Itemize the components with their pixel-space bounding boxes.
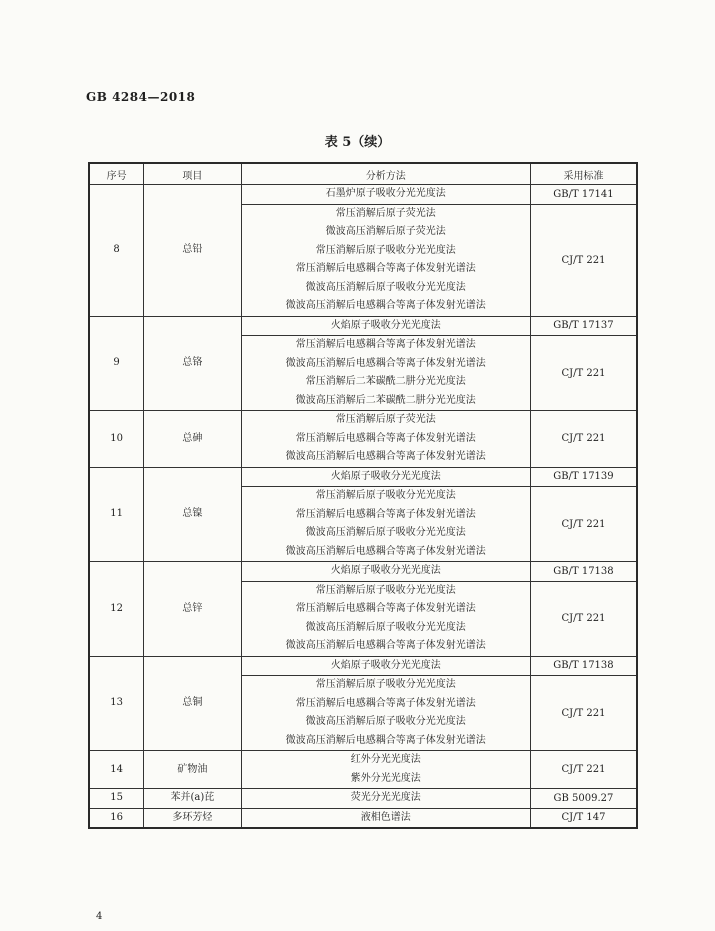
standard-cell: CJ/T 147 [530, 808, 637, 828]
method-text: 微波高压消解后原子吸收分光光度法 [305, 281, 466, 293]
row-number: 12 [89, 562, 144, 657]
method-cell [241, 204, 530, 316]
method-text: 微波高压消解后电感耦合等离子体发射光谱法 [285, 640, 486, 651]
method-text: 微波高压消解后原子吸收分光光度法 [305, 716, 466, 727]
method-cell [241, 411, 530, 468]
method-text: 荧光分光光度法 [350, 792, 421, 803]
standard-code: GB 4284—2018 [86, 90, 196, 104]
method-text: 石墨炉原子吸收分光光度法 [325, 188, 446, 199]
column-header-item: 项目 [144, 163, 241, 185]
method-cell [241, 336, 530, 411]
method-cell [241, 676, 530, 751]
method-cell [241, 808, 530, 828]
standard-cell: GB/T 17139 [530, 467, 637, 487]
method-text: 微波高压消解后电感耦合等离子体发射光谱法 [285, 734, 486, 746]
row-item: 多环芳烃 [144, 808, 241, 828]
method-text: 微波高压消解后原子吸收分光光度法 [305, 621, 466, 633]
table-row [89, 467, 637, 487]
column-header-method: 分析方法 [241, 163, 530, 185]
column-header-standard: 采用标准 [530, 163, 637, 185]
method-text: 常压消解后原子荧光法 [335, 207, 436, 219]
method-text: 常压消解后电感耦合等离子体发射光谱法 [295, 697, 476, 709]
method-text: 常压消解后电感耦合等离子体发射光谱法 [295, 603, 476, 614]
row-item: 总铅 [144, 185, 241, 317]
standard-cell: CJ/T 221 [530, 487, 637, 562]
row-item: 总砷 [144, 411, 241, 468]
row-item: 苯并(a)芘 [144, 789, 241, 809]
standard-cell: CJ/T 221 [530, 581, 637, 656]
table-row [89, 316, 637, 336]
method-text: 微波高压消解后原子荧光法 [325, 226, 446, 237]
table-title: 表 5（续） [324, 135, 391, 150]
standard-cell: GB 5009.27 [530, 789, 637, 809]
row-number: 13 [89, 656, 144, 751]
row-item: 总铜 [144, 656, 241, 751]
method-cell [241, 789, 530, 809]
method-text: 常压消解后电感耦合等离子体发射光谱法 [295, 339, 476, 350]
table-row [89, 789, 637, 809]
method-text: 微波高压消解后二苯碳酰二肼分光光度法 [295, 394, 476, 406]
method-text: 火焰原子吸收分光光度法 [330, 659, 441, 671]
standard-cell: GB/T 17138 [530, 656, 637, 676]
method-text: 液相色谱法 [360, 811, 411, 823]
standard-cell: CJ/T 221 [530, 676, 637, 751]
row-number: 8 [89, 185, 144, 317]
page-number: 4 [96, 911, 103, 922]
table-row [89, 751, 637, 789]
row-item: 总铬 [144, 316, 241, 411]
method-text: 常压消解后二苯碳酰二肼分光光度法 [305, 376, 466, 387]
method-text: 常压消解后原子吸收分光光度法 [315, 584, 456, 596]
method-text: 微波高压消解后电感耦合等离子体发射光谱法 [285, 300, 486, 311]
method-cell [241, 656, 530, 676]
standard-cell: GB/T 17137 [530, 316, 637, 336]
table-row [89, 808, 637, 828]
method-text: 常压消解后原子吸收分光光度法 [315, 244, 456, 256]
column-header-no: 序号 [89, 163, 144, 185]
method-cell [241, 185, 530, 205]
method-text: 紫外分光光度法 [350, 772, 421, 784]
standard-cell: CJ/T 221 [530, 751, 637, 789]
standard-cell: CJ/T 221 [530, 204, 637, 316]
method-text: 微波高压消解后电感耦合等离子体发射光谱法 [285, 357, 486, 369]
table-row [89, 656, 637, 676]
method-cell [241, 751, 530, 789]
method-text: 常压消解后电感耦合等离子体发射光谱法 [295, 263, 476, 274]
method-text: 火焰原子吸收分光光度法 [330, 319, 441, 331]
method-text: 常压消解后电感耦合等离子体发射光谱法 [295, 508, 476, 520]
method-text: 常压消解后原子吸收分光光度法 [315, 490, 456, 501]
row-item: 矿物油 [144, 751, 241, 789]
row-item: 总锌 [144, 562, 241, 657]
table-row [89, 185, 637, 205]
table-header-row [89, 163, 637, 185]
method-text: 微波高压消解后电感耦合等离子体发射光谱法 [285, 545, 486, 557]
row-number: 10 [89, 411, 144, 468]
method-text: 常压消解后电感耦合等离子体发射光谱法 [295, 432, 476, 444]
table-row [89, 562, 637, 582]
method-cell [241, 487, 530, 562]
standard-cell: CJ/T 221 [530, 336, 637, 411]
method-text: 红外分光光度法 [350, 754, 421, 765]
row-number: 14 [89, 751, 144, 789]
method-text: 微波高压消解后原子吸收分光光度法 [305, 527, 466, 538]
standard-cell: GB/T 17138 [530, 562, 637, 582]
standard-cell: GB/T 17141 [530, 185, 637, 205]
method-text: 火焰原子吸收分光光度法 [330, 470, 441, 482]
method-cell [241, 316, 530, 336]
analysis-methods-table [88, 162, 638, 829]
row-number: 15 [89, 789, 144, 809]
method-text: 常压消解后原子吸收分光光度法 [315, 679, 456, 690]
method-cell [241, 581, 530, 656]
row-number: 11 [89, 467, 144, 562]
table-body [89, 185, 637, 829]
row-number: 9 [89, 316, 144, 411]
row-item: 总镍 [144, 467, 241, 562]
row-number: 16 [89, 808, 144, 828]
method-text: 常压消解后原子荧光法 [335, 414, 436, 425]
method-text: 火焰原子吸收分光光度法 [330, 565, 441, 576]
method-cell [241, 467, 530, 487]
table-row [89, 411, 637, 468]
method-text: 微波高压消解后电感耦合等离子体发射光谱法 [285, 451, 486, 462]
standard-cell: CJ/T 221 [530, 411, 637, 468]
method-cell [241, 562, 530, 582]
